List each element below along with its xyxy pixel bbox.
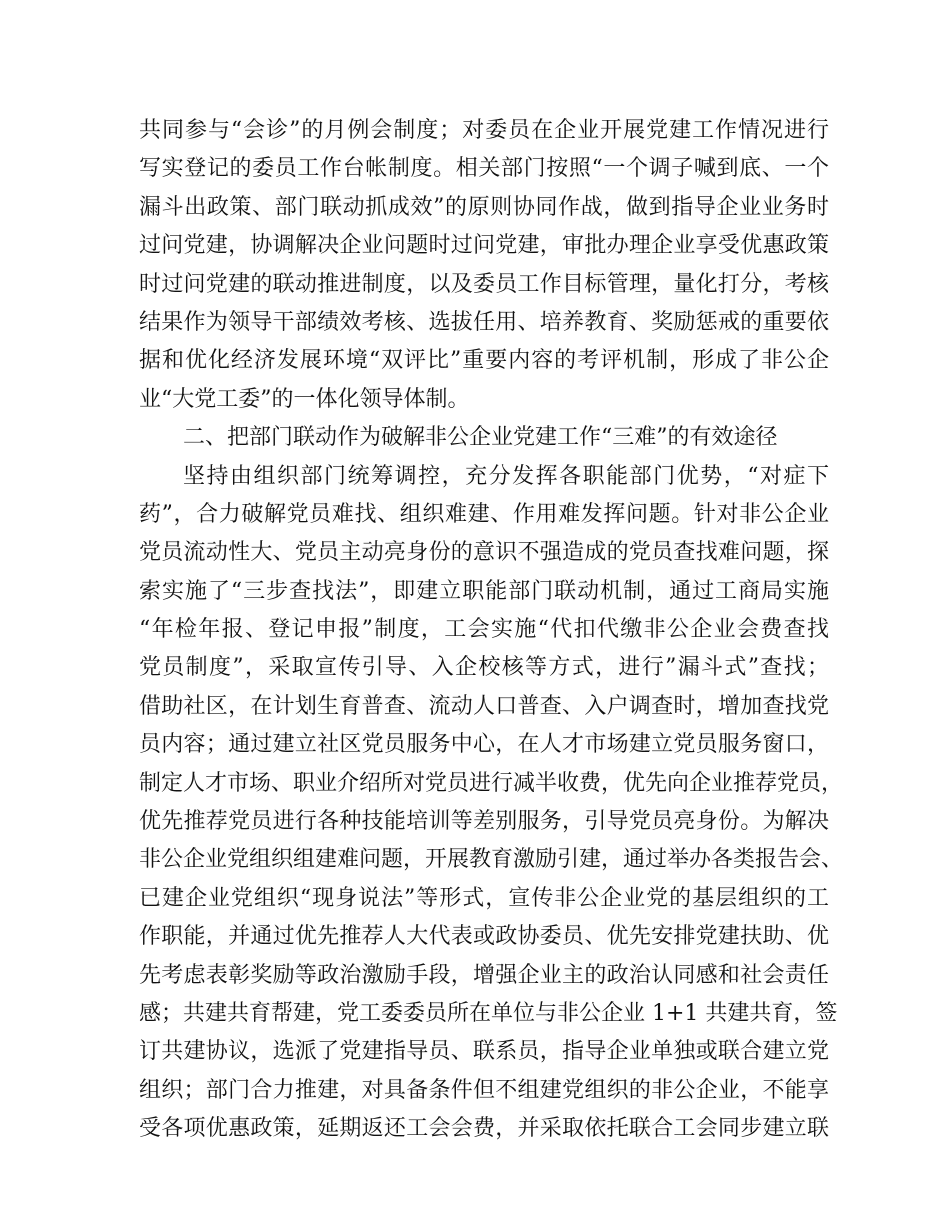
- text-line: 据和优化经济发展环境“双评比”重要内容的考评机制，形成了非公企: [139, 348, 829, 374]
- text-line: 员内容；通过建立社区党员服务中心，在人才市场建立党员服务窗口，: [139, 732, 829, 758]
- text-line: 药”，合力破解党员难找、组织难建、作用难发挥问题。针对非公企业: [139, 501, 829, 527]
- text-line: 订共建协议，选派了党建指导员、联系员，指导企业单独或联合建立党: [139, 1039, 829, 1065]
- text-line: 时过问党建的联动推进制度，以及委员工作目标管理，量化打分，考核: [139, 271, 829, 297]
- text-line: 先考虑表彰奖励等政治激励手段，增强企业主的政治认同感和社会责任: [139, 962, 829, 988]
- text-line: 作职能，并通过优先推荐人大代表或政协委员、优先安排党建扶助、优: [139, 924, 829, 950]
- text-line: 借助社区，在计划生育普查、流动人口普查、入户调查时，增加查找党: [139, 693, 829, 719]
- text-line: 受各项优惠政策，延期返还工会会费，并采取依托联合工会同步建立联: [139, 1116, 829, 1142]
- section-heading: 二、把部门联动作为破解非公企业党建工作“三难”的有效途径: [183, 425, 778, 451]
- text-line: 感；共建共育帮建，党工委委员所在单位与非公企业 1+1 共建共育，签: [139, 1000, 838, 1026]
- text-line: 组织；部门合力推建，对具备条件但不组建党组织的非公企业，不能享: [139, 1077, 829, 1103]
- text-line: 优先推荐党员进行各种技能培训等差别服务，引导党员亮身份。为解决: [139, 809, 829, 835]
- document-body: [139, 112, 844, 1149]
- paragraph-first-line: 坚持由组织部门统筹调控，充分发挥各职能部门优势，“对症下: [183, 463, 829, 489]
- text-line: 制定人才市场、职业介绍所对党员进行减半收费，优先向企业推荐党员，: [139, 770, 844, 796]
- text-line: 党员流动性大、党员主动亮身份的意识不强造成的党员查找难问题，探: [139, 540, 829, 566]
- text-line: 党员制度”，采取宣传引导、入企校核等方式，进行”漏斗式”查找；: [139, 655, 829, 681]
- text-line: 漏斗出政策、部门联动抓成效”的原则协同作战，做到指导企业业务时: [139, 194, 829, 220]
- text-line: 非公企业党组织组建难问题，开展教育激励引建，通过举办各类报告会、: [139, 847, 844, 873]
- text-line: 结果作为领导干部绩效考核、选拔任用、培养教育、奖励惩戒的重要依: [139, 309, 829, 335]
- paragraph-end-line: 业“大党工委”的一体化领导体制。: [139, 386, 470, 412]
- text-line: 过问党建，协调解决企业问题时过问党建，审批办理企业享受优惠政策: [139, 233, 829, 259]
- text-line: “年检年报、登记申报”制度，工会实施“代扣代缴非公企业会费查找: [139, 617, 829, 643]
- text-line: 写实登记的委员工作台帐制度。相关部门按照“一个调子喊到底、一个: [139, 156, 829, 182]
- text-line: 索实施了“三步查找法”，即建立职能部门联动机制，通过工商局实施: [139, 578, 829, 604]
- text-line: 已建企业党组织“现身说法”等形式，宣传非公企业党的基层组织的工: [139, 885, 829, 911]
- text-line: 共同参与“会诊”的月例会制度；对委员在企业开展党建工作情况进行: [139, 118, 829, 143]
